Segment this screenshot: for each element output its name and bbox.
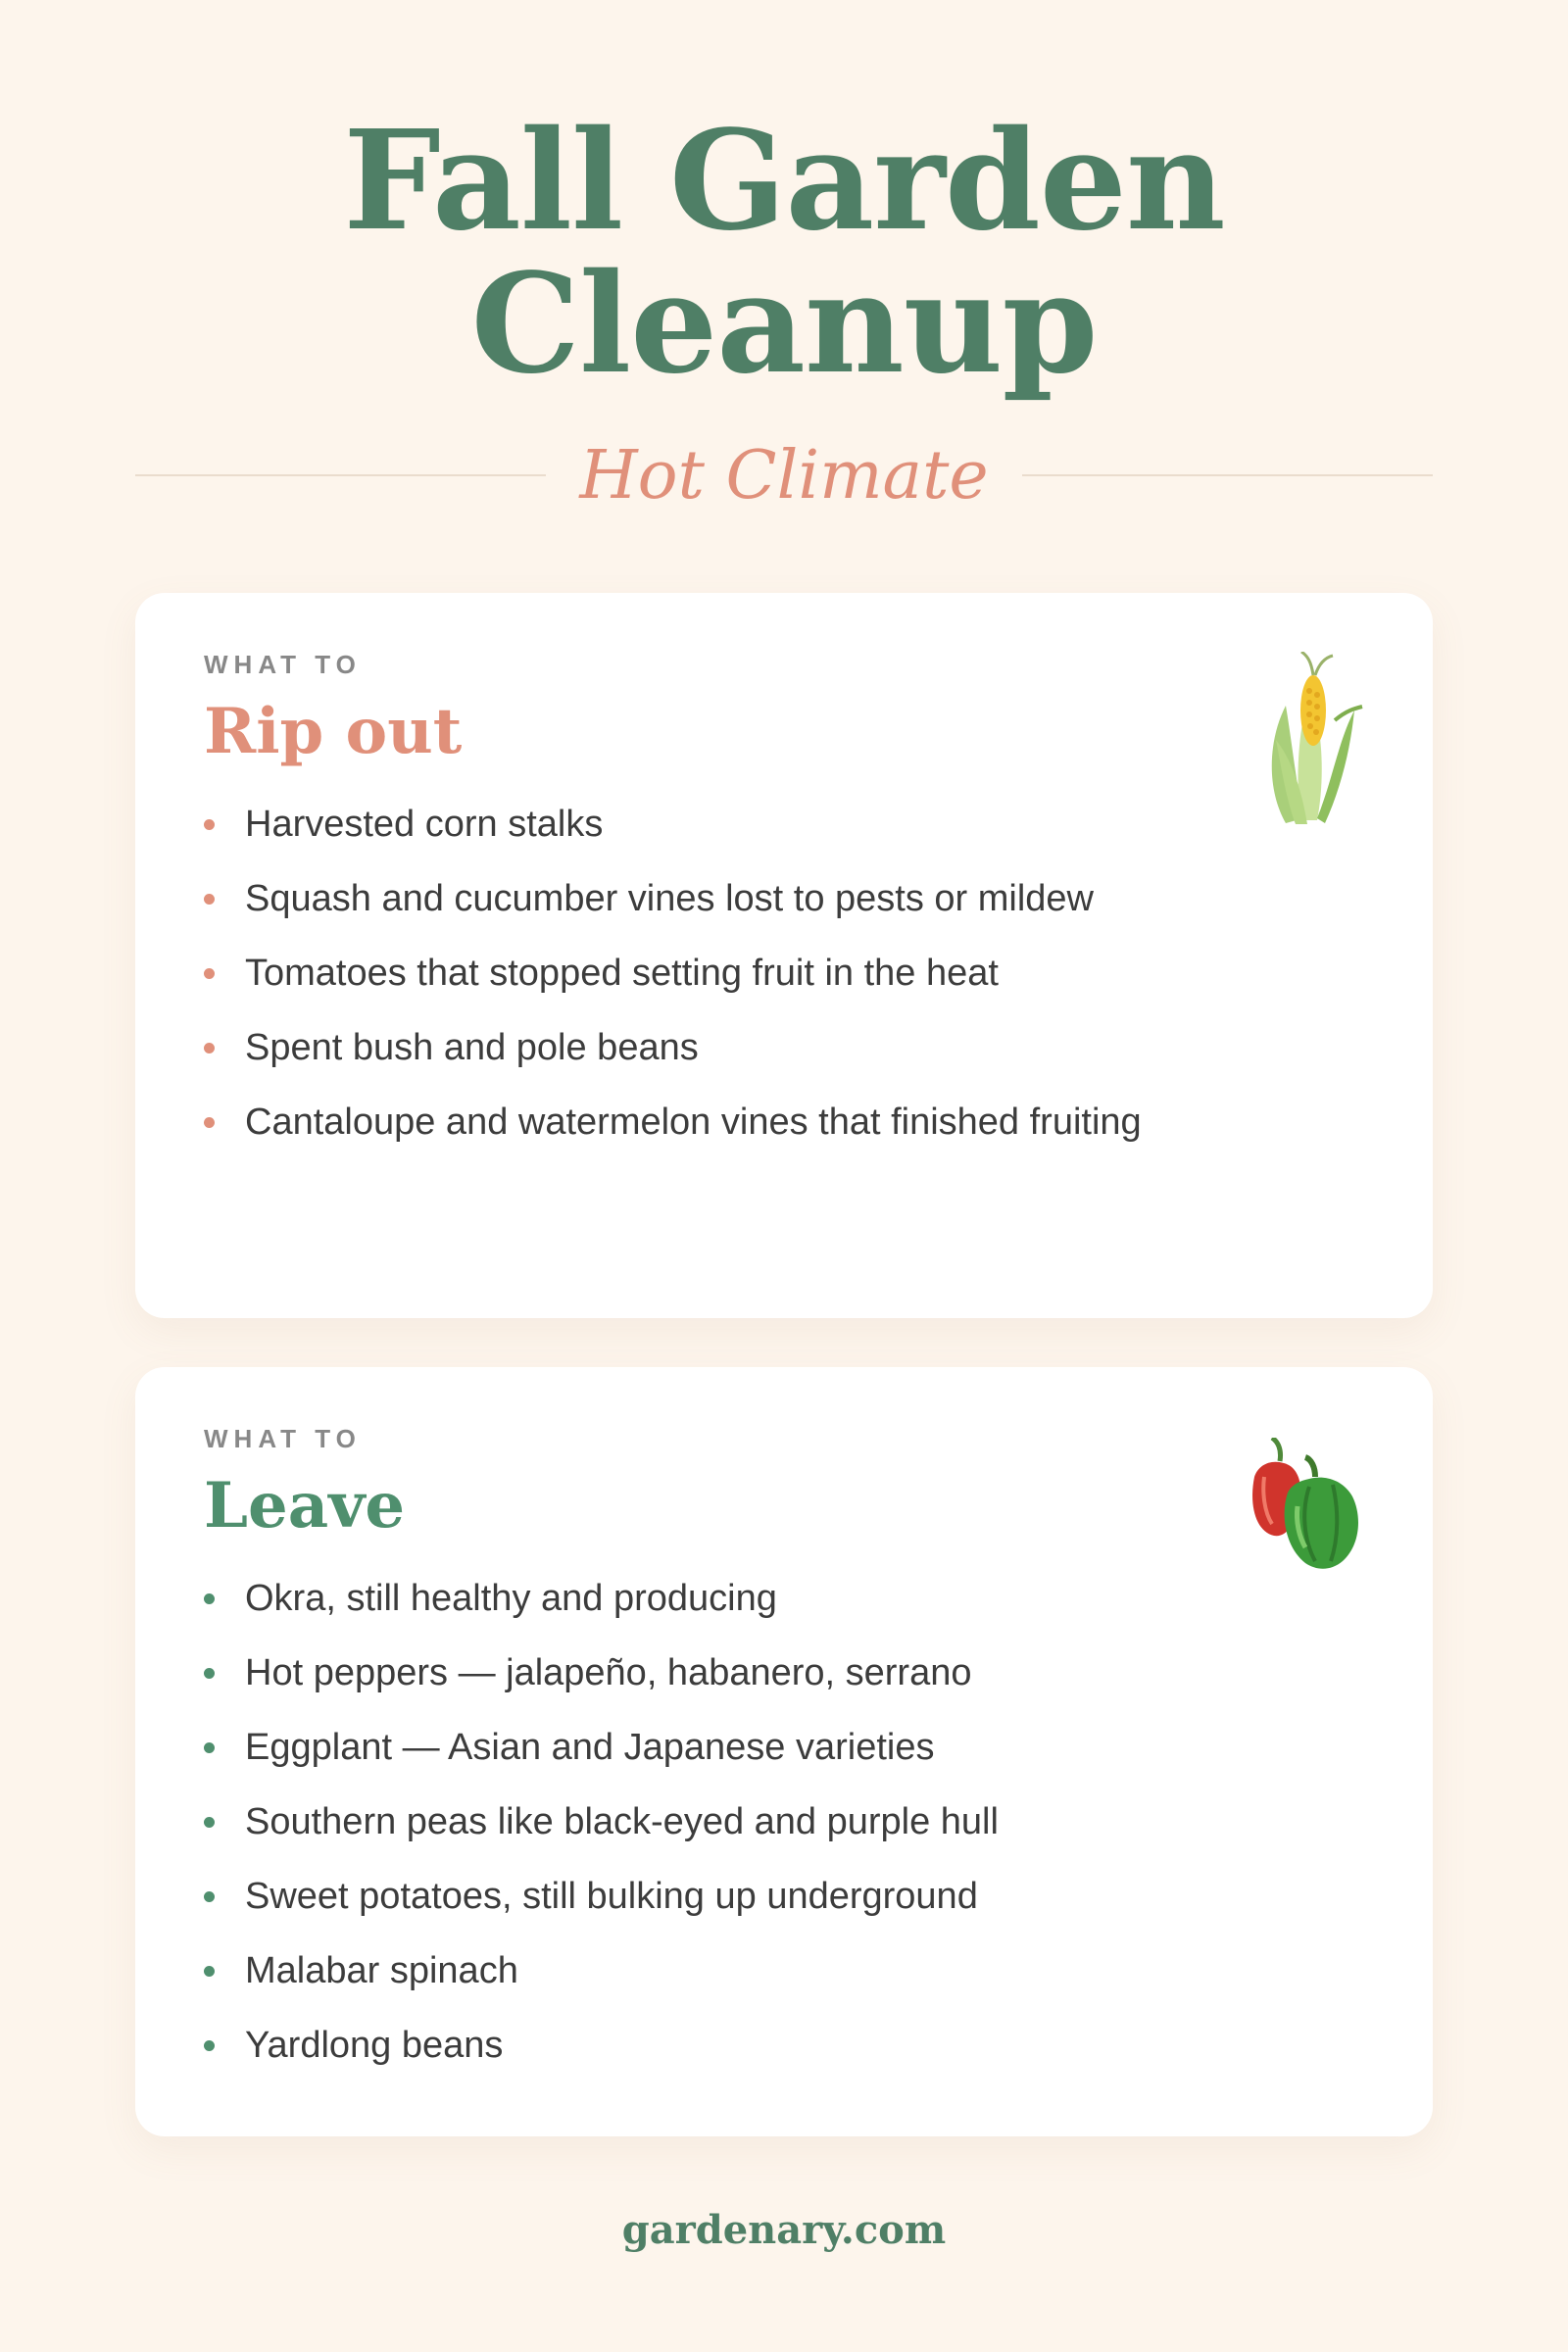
bullet-dot [204,1966,215,1977]
list-item [245,1796,1225,1847]
list-item [245,1022,1225,1073]
list-item [245,799,1225,850]
divider-left [135,474,546,476]
leave-kicker: WHAT TO [204,1424,362,1453]
list-item [245,1945,1225,1996]
list-item [245,1647,1225,1698]
divider-right [1022,474,1433,476]
bullet-dot [204,968,215,979]
leave-list [245,1573,1225,2094]
footer-site-link[interactable]: gardenary.com [621,2207,947,2253]
bullet-dot [204,1593,215,1604]
pepper-icon [1245,1438,1368,1571]
list-item [245,948,1225,999]
bullet-dot [204,819,215,830]
list-item-text: Southern peas like black-eyed and purple hull [245,1801,999,1842]
list-item-text: Harvested corn stalks [245,804,604,845]
list-item-text: Tomatoes that stopped setting fruit in the heat [245,953,999,994]
list-item-text: Sweet potatoes, still bulking up underground [245,1876,978,1917]
bullet-dot [204,1817,215,1828]
subtitle-row [135,431,1433,519]
rip-out-list [245,799,1225,1171]
list-item [245,1097,1225,1148]
bullet-dot [204,2040,215,2051]
list-item-text: Okra, still healthy and producing [245,1578,777,1619]
leave-card [135,1367,1433,2136]
corn-icon [1256,652,1364,828]
bullet-dot [204,1117,215,1128]
rip-out-card [135,593,1433,1318]
rip-out-heading: Rip out [204,695,463,768]
list-item-text: Malabar spinach [245,1950,518,1991]
bullet-dot [204,1891,215,1902]
list-item-text: Yardlong beans [245,2025,504,2066]
list-item-text: Spent bush and pole beans [245,1027,699,1068]
list-item-text: Eggplant — Asian and Japanese varieties [245,1727,935,1768]
list-item-text: Squash and cucumber vines lost to pests or mildew [245,878,1094,919]
page-title [0,101,1568,405]
list-item [245,1871,1225,1922]
list-item-text: Cantaloupe and watermelon vines that finished fruiting [245,1102,1142,1143]
list-item [245,2020,1225,2071]
title-line-1: Fall Garden [343,101,1225,262]
list-item [245,1722,1225,1773]
rip-out-kicker: WHAT TO [204,650,362,679]
list-item [245,873,1225,924]
subtitle: Hot Climate [579,436,989,514]
bullet-dot [204,1043,215,1054]
bullet-dot [204,894,215,905]
bullet-dot [204,1668,215,1679]
list-item-text: Hot peppers — jalapeño, habanero, serrano [245,1652,972,1693]
leave-heading: Leave [204,1469,406,1543]
title-line-2: Cleanup [470,244,1098,405]
bullet-dot [204,1742,215,1753]
list-item [245,1573,1225,1624]
